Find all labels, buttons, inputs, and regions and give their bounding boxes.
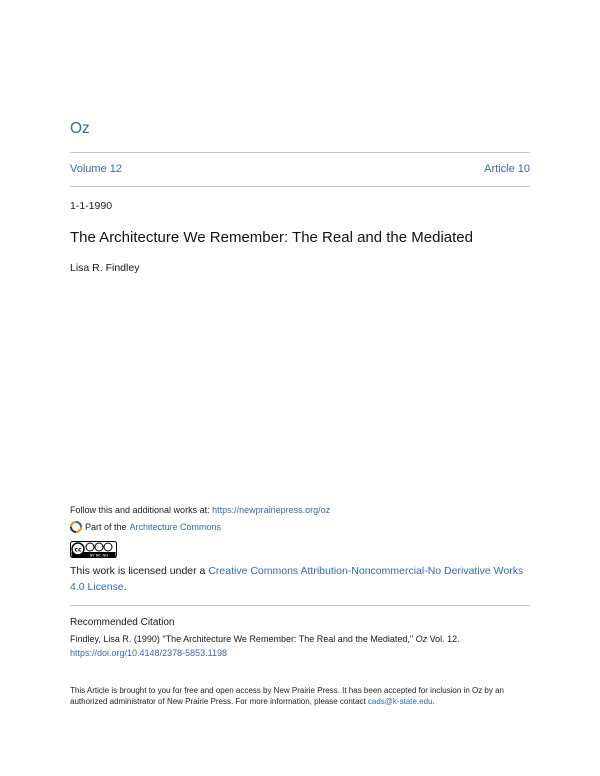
article-link[interactable]: Article 10 [484,163,530,175]
citation-heading: Recommended Citation [70,617,175,628]
license-prefix: This work is licensed under a [70,565,209,577]
header-divider-bottom [70,186,530,187]
follow-line [70,505,330,515]
access-footer [70,685,530,707]
contact-email-link[interactable]: cads@k-state.edu [367,697,433,706]
license-suffix: . [123,581,127,593]
bepress-commons-icon [70,521,82,533]
citation-suffix: Vol. 12. [427,634,460,644]
partof-prefix: Part of the [85,522,127,532]
cc-badge-text: BY NC ND [89,552,109,558]
part-of-line [70,521,221,533]
author-name: Lisa R. Findley [70,262,140,274]
svg-text:cc: cc [74,546,82,554]
license-statement [70,563,530,595]
follow-prefix: Follow this and additional works at: [70,505,213,515]
publication-date: 1-1-1990 [70,200,113,212]
citation-prefix: Findley, Lisa R. (1990) "The Architecture We Remember: The Real and the Mediated," [70,634,416,644]
citation-text [70,632,530,660]
journal-title-link[interactable]: Oz [70,120,90,137]
doi-link[interactable]: https://doi.org/10.4148/2378-5853.1198 [70,648,227,658]
citation-divider [70,605,530,606]
architecture-commons-link[interactable]: Architecture Commons [129,522,222,532]
citation-journal: Oz [415,634,428,644]
license-link[interactable]: Creative Commons Attribution-Noncommercial-No Derivative Works 4.0 License [70,565,524,593]
cc-license-badge-icon[interactable] [70,541,117,558]
footer-text: This Article is brought to you for free and open access by New Prairie Press. It has been accepted for inclusion in Oz by an authorized administrator of New Prairie Press. For more information, please contact [70,686,504,706]
article-title: The Architecture We Remember: The Real and the Mediated [70,229,473,246]
volume-link[interactable]: Volume 12 [70,163,122,175]
footer-end: . [432,697,435,706]
header-divider-top [70,152,530,153]
follow-url-link[interactable]: https://newprairiepress.org/oz [212,505,331,515]
